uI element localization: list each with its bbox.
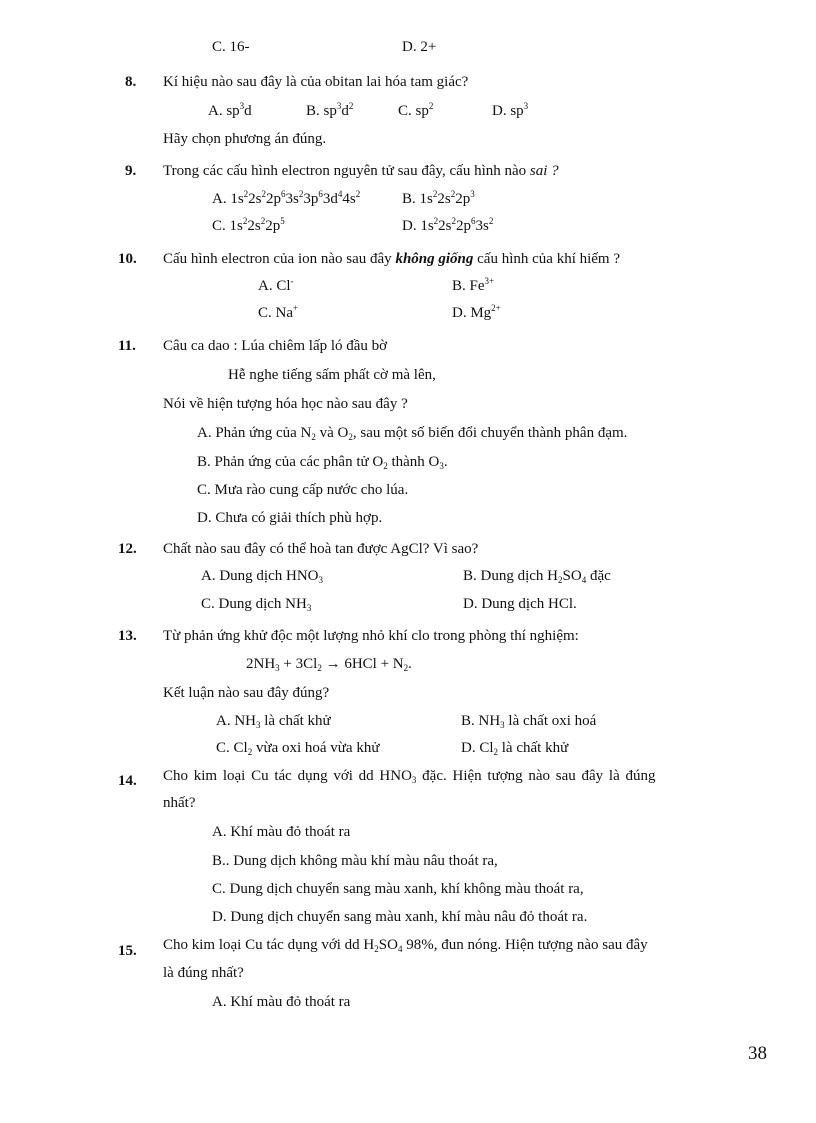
question-text: Nói về hiện tượng hóa học nào sau đây ? — [163, 396, 408, 412]
question-text: Cấu hình electron của ion nào sau đây không giống cấu hình của khí hiếm ? — [163, 251, 621, 267]
question-text: Từ phản ứng khử độc một lượng nhỏ khí clo trong phòng thí nghiệm: — [163, 628, 579, 644]
question-number: 13. — [118, 628, 137, 644]
question-text: Cho kim loại Cu tác dụng với dd $H_2SO_4$ 98%, đun nóng. Hiện tượng nào sau đây — [163, 937, 648, 954]
option-d: D. Chưa có giải thích phù hợp. — [197, 510, 383, 526]
option-b: B. $Fe^{3+}$ — [452, 276, 495, 294]
option-b: B.. Dung dịch không màu khí màu nâu thoát ra, — [212, 853, 498, 869]
option-a: A. $NH_3$ là chất khử — [216, 713, 331, 730]
option-b: B. $sp^3d^2$ — [306, 101, 354, 119]
question-number: 14. — [118, 773, 137, 789]
question-text: Trong các cấu hình electron nguyên tử sau đây, cấu hình nào sai ? — [163, 163, 559, 179]
question-number: 15. — [118, 943, 137, 959]
option-c: C. Dung dịch chuyển sang màu xanh, khí không màu thoát ra, — [212, 881, 584, 897]
question-number: 12. — [118, 541, 137, 557]
option-a: A. Phản ứng của $N_2$ và $O_2$, sau một số biến đổi chuyển thành phân đạm. — [197, 425, 628, 442]
option-d: D. Dung dịch chuyển sang màu xanh, khí màu nâu đỏ thoát ra. — [212, 909, 588, 925]
option-c: C. 16- — [212, 39, 250, 55]
option-d: D. $sp^3$ — [492, 101, 529, 119]
question-text: Chất nào sau đây có thể hoà tan được AgCl? Vì sao? — [163, 541, 479, 557]
option-c: C. Dung dịch $NH_3$ — [201, 596, 312, 613]
option-d: D. Dung dịch HCl. — [463, 596, 577, 612]
option-b: B. Dung dịch $H_2SO_4$ đặc — [463, 568, 611, 585]
option-d: D. 2+ — [402, 39, 437, 55]
question-text: Câu ca dao : Lúa chiêm lấp ló đầu bờ — [163, 338, 388, 354]
option-a: A. Khí màu đỏ thoát ra — [212, 994, 351, 1010]
question-text: Cho kim loại Cu tác dụng với dd $HNO_3$ đặc. Hiện tượng nào sau đây là đúng — [163, 768, 656, 785]
option-a: A. $sp^3d$ — [208, 101, 252, 119]
question-number: 11. — [118, 338, 136, 354]
reaction-equation: $2NH_3 + 3Cl_2 \to 6HCl + N_2$. — [246, 656, 412, 673]
option-b: B. $NH_3$ là chất oxi hoá — [461, 713, 597, 730]
question-text: Kí hiệu nào sau đây là của obitan lai hóa tam giác? — [163, 74, 469, 90]
option-c: C. $sp^2$ — [398, 101, 434, 119]
option-a: A. $1s^22s^22p^63s^23p^63d^44s^2$ — [212, 189, 361, 207]
option-a: A. Dung dịch $HNO_3$ — [201, 568, 323, 585]
question-number: 9. — [125, 163, 137, 179]
question-text: nhất? — [163, 795, 196, 811]
option-d: D. $Mg^{2+}$ — [452, 303, 501, 321]
option-a: A. Cl- — [258, 276, 294, 294]
option-a: A. Khí màu đỏ thoát ra — [212, 824, 351, 840]
page-number: 38 — [748, 1043, 767, 1064]
option-c: C. Na+ — [258, 303, 299, 321]
option-c: C. Mưa rào cung cấp nước cho lúa. — [197, 482, 409, 498]
question-text: là đúng nhất? — [163, 965, 244, 981]
option-c: C. $Cl_2$ vừa oxi hoá vừa khử — [216, 740, 380, 757]
instruction-text: Hãy chọn phương án đúng. — [163, 131, 327, 147]
question-text: Kết luận nào sau đây đúng? — [163, 685, 330, 701]
question-text: Hễ nghe tiếng sấm phất cờ mà lên, — [228, 367, 436, 383]
option-b: B. $1s^22s^22p^3$ — [402, 189, 475, 207]
option-c: C. $1s^22s^22p^5$ — [212, 216, 285, 234]
question-number: 10. — [118, 251, 137, 267]
option-d: D. $1s^22s^22p^63s^2$ — [402, 216, 494, 234]
question-number: 8. — [125, 74, 137, 90]
option-d: D. $Cl_2$ là chất khử — [461, 740, 569, 757]
option-b: B. Phản ứng của các phân tử $O_2$ thành $O_3$. — [197, 454, 448, 471]
